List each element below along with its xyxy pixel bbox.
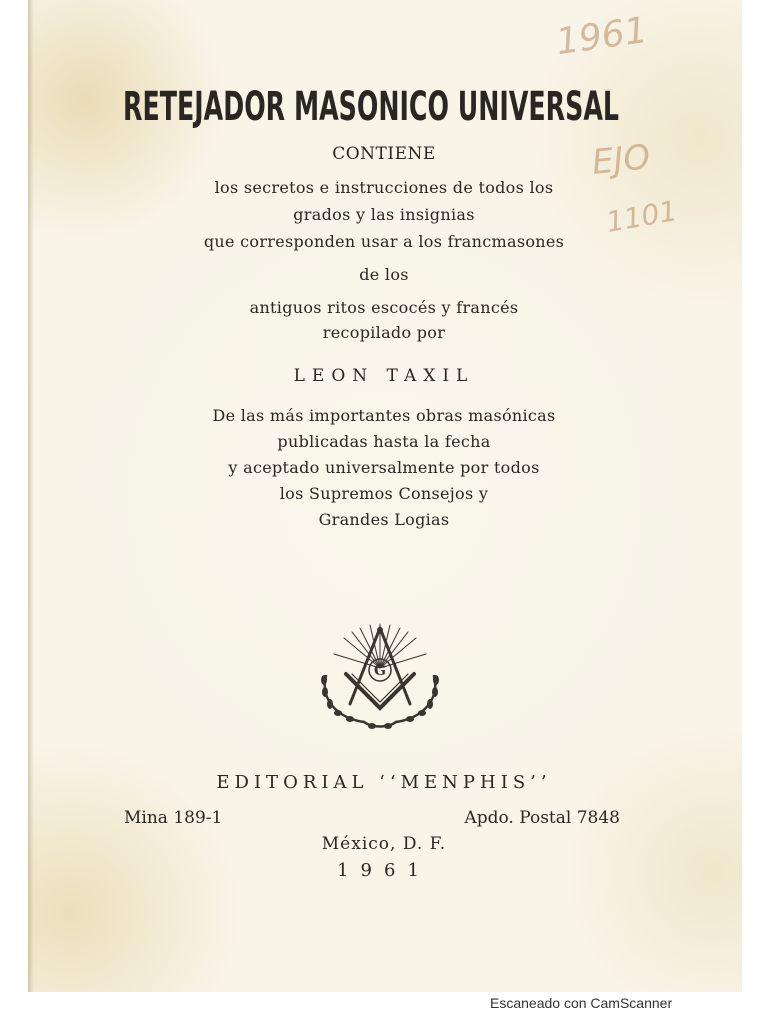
- scanner-watermark: Escaneado con CamScanner: [490, 995, 673, 1011]
- handwritten-note: 1961: [553, 9, 651, 64]
- source-line: Grandes Logias: [318, 510, 450, 529]
- description-line: de los: [359, 265, 409, 284]
- book-title: [120, 82, 622, 128]
- postal-box: Apdo. Postal 7848: [464, 808, 620, 828]
- publication-year: 1961: [337, 860, 431, 881]
- author-name: LEON TAXIL: [293, 366, 475, 386]
- source-line: y aceptado universalmente por todos: [228, 458, 540, 477]
- handwritten-note: 1101: [603, 194, 680, 239]
- street-address: Mina 189-1: [124, 808, 223, 828]
- contiene-heading: CONTIENE: [332, 144, 436, 164]
- description-line: que corresponden usar a los francmasones: [203, 232, 565, 251]
- description-line: recopilado por: [322, 323, 446, 342]
- emblem-letter: G: [374, 663, 386, 679]
- description-line: grados y las insignias: [293, 205, 475, 224]
- source-line: publicadas hasta la fecha: [277, 432, 491, 451]
- publisher-name: EDITORIAL ‘‘MENPHIS’’: [216, 772, 552, 793]
- handwritten-note: EJO: [590, 137, 653, 183]
- source-line: De las más importantes obras masónicas: [212, 406, 556, 425]
- square-and-compass-emblem-icon: [316, 618, 444, 734]
- description-line: antiguos ritos escocés y francés: [249, 298, 519, 317]
- book-title-text: RETEJADOR MASONICO UNIVERSAL: [123, 84, 619, 128]
- description-line: los secretos e instrucciones de todos los: [214, 178, 554, 197]
- source-line: los Supremos Consejos y: [279, 484, 489, 503]
- publication-city: México, D. F.: [321, 834, 447, 854]
